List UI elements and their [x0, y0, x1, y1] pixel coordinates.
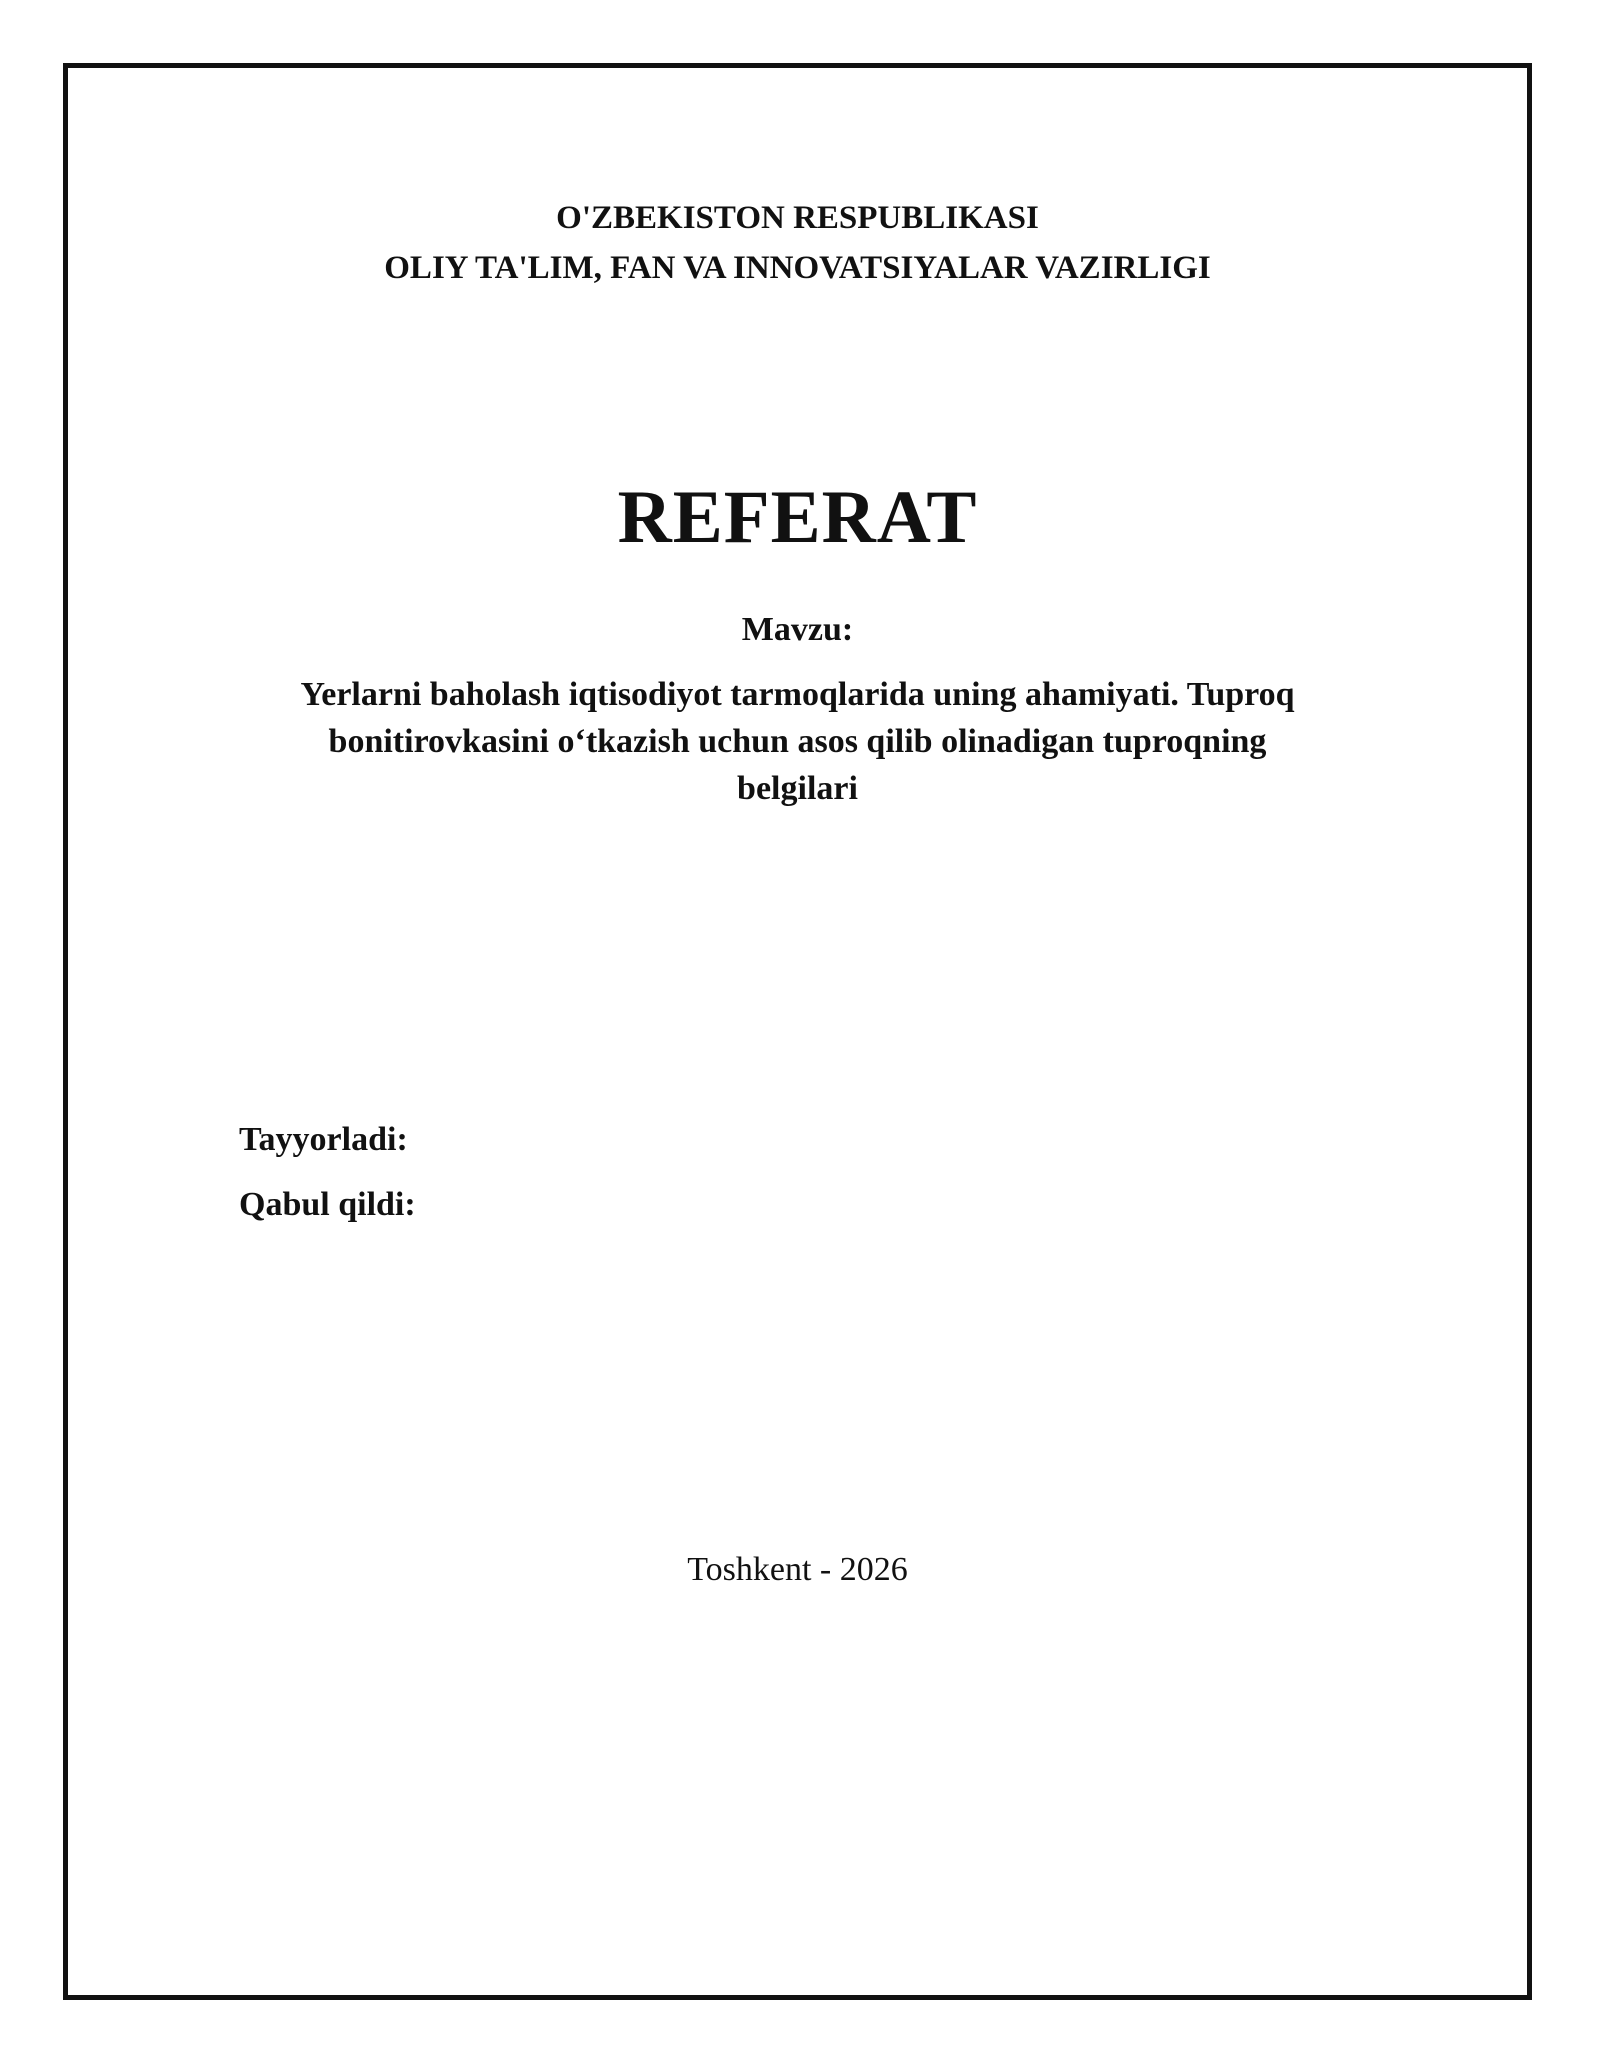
prepared-by-label: Tayyorladi: [239, 1121, 408, 1158]
topic-text [298, 671, 1297, 812]
place-and-year: Toshkent - 2026 [687, 1551, 908, 1588]
accepted-by-label: Qabul qildi: [239, 1186, 416, 1223]
topic-line-2: bonitirovkasini o‘tkazish uchun asos qilib olinadigan tuproqning [328, 723, 1267, 760]
ministry-name: OLIY TA'LIM, FAN VA INNOVATSIYALAR VAZIRLIGI [384, 250, 1211, 286]
document-title: REFERAT [617, 476, 978, 559]
topic-line-1: Yerlarni baholash iqtisodiyot tarmoqlarida uning ahamiyati. Tuproq [300, 676, 1295, 713]
page-border [63, 63, 1532, 2000]
ministry-header [68, 193, 1527, 293]
topic-line-3: belgilari [737, 770, 858, 807]
country-name: O'ZBEKISTON RESPUBLIKASI [556, 200, 1039, 236]
topic-label: Mavzu: [741, 611, 854, 648]
